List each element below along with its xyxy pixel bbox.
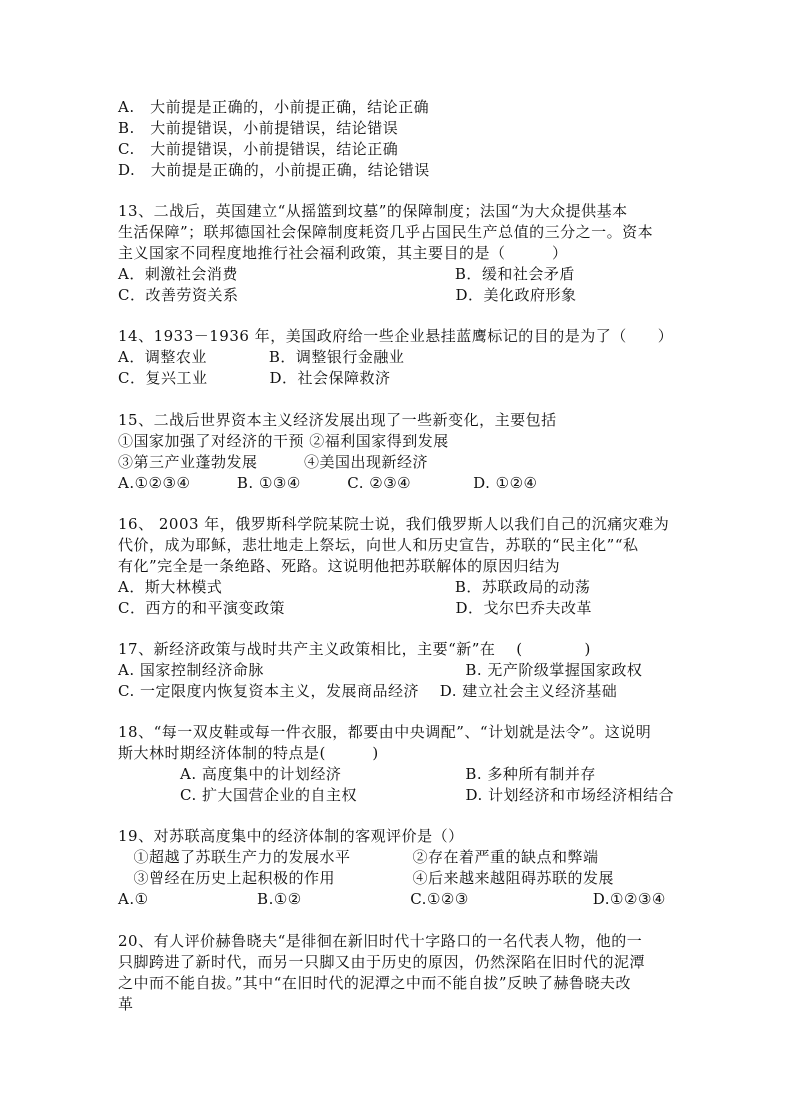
question-17-options-ab: A. 国家控制经济命脉 B. 无产阶级掌握国家政权 xyxy=(118,661,643,679)
question-14-options-cd: C．复兴工业 D．社会保障救济 xyxy=(118,369,391,387)
question-15-stem: 15、二战后世界资本主义经济发展出现了一些新变化，主要包括 xyxy=(118,411,557,429)
option-b-line: B. 大前提错误，小前提错误，结论错误 xyxy=(118,119,399,137)
question-20-line-4: 革 xyxy=(118,995,134,1013)
question-19-stem: 19、对苏联高度集中的经济体制的客观评价是（） xyxy=(118,827,464,845)
question-18-line-1: 18、“每一双皮鞋或每一件衣服，都要由中央调配”、“计划就是法令”。这说明 xyxy=(118,723,652,741)
question-13-line-2: 生活保障”；联邦德国社会保障制度耗资几乎占国民生产总值的三分之一。资本 xyxy=(118,223,654,241)
question-16-options-cd: C．西方的和平演变政策 D．戈尔巴乔夫改革 xyxy=(118,599,593,617)
question-13-line-3: 主义国家不同程度地推行社会福利政策，其主要目的是（ ） xyxy=(118,244,568,262)
question-16-options-ab: A．斯大林模式 B．苏联政局的动荡 xyxy=(118,578,591,596)
question-16-line-2: 代价，成为耶稣，悲壮地走上祭坛，向世人和历史宣告，苏联的“民主化”“私 xyxy=(118,536,639,554)
question-17-options-cd: C. 一定限度内恢复资本主义，发展商品经济 D. 建立社会主义经济基础 xyxy=(118,682,618,700)
question-18-options-cd: C. 扩大国营企业的自主权 D. 计划经济和市场经济相结合 xyxy=(118,786,675,804)
option-a-line: A. 大前提是正确的，小前提正确，结论正确 xyxy=(118,98,430,116)
question-18-line-2: 斯大林时期经济体制的特点是( ) xyxy=(118,744,379,762)
question-13-line-1: 13、二战后，英国建立“从摇篮到坟墓”的保障制度；法国“为大众提供基本 xyxy=(118,202,628,220)
question-16-line-3: 有化”完全是一条绝路、死路。这说明他把苏联解体的原因归结为 xyxy=(118,557,561,575)
option-d-line: D. 大前提是正确的，小前提正确，结论错误 xyxy=(118,161,430,179)
option-c-line: C. 大前提错误，小前提错误，结论正确 xyxy=(118,140,399,158)
question-19-items-34: ③曾经在历史上起积极的作用 ④后来越来越阻碍苏联的发展 xyxy=(118,869,615,887)
question-19-items-12: ①超越了苏联生产力的发展水平 ②存在着严重的缺点和弊端 xyxy=(118,848,599,866)
question-20-line-1: 20、有人评价赫鲁晓夫“是徘徊在新旧时代十字路口的一名代表人物，他的一 xyxy=(118,932,643,950)
question-15-items-34: ③第三产业蓬勃发展 ④美国出现新经济 xyxy=(118,453,429,471)
question-18-options-ab: A. 高度集中的计划经济 B. 多种所有制并存 xyxy=(118,765,596,783)
question-13-options-cd: C．改善劳资关系 D．美化政府形象 xyxy=(118,286,577,304)
question-13-options-ab: A．刺激社会消费 B．缓和社会矛盾 xyxy=(118,265,575,283)
question-17-stem: 17、新经济政策与战时共产主义政策相比，主要“新”在 ( ) xyxy=(118,640,591,658)
question-15-options: A.①②③④ B. ①③④ C. ②③④ D. ①②④ xyxy=(118,474,538,492)
question-20-line-3: 之中而不能自拔。”其中“在旧时代的泥潭之中而不能自拔”反映了赫鲁晓夫改 xyxy=(118,974,632,992)
question-15-items-12: ①国家加强了对经济的干预 ②福利国家得到发展 xyxy=(118,432,449,450)
question-14-stem: 14、1933－1936 年，美国政府给一些企业悬挂蓝鹰标记的目的是为了（ ） xyxy=(118,327,674,345)
question-14-options-ab: A．调整农业 B．调整银行金融业 xyxy=(118,348,405,366)
question-16-line-1: 16、 2003 年，俄罗斯科学院某院士说，我们俄罗斯人以我们自己的沉痛灾难为 xyxy=(118,515,670,533)
question-19-options: A.① B.①② C.①②③ D.①②③④ xyxy=(118,890,666,908)
question-20-line-2: 只脚跨进了新时代，而另一只脚又由于历史的原因，仍然深陷在旧时代的泥潭 xyxy=(118,953,646,971)
